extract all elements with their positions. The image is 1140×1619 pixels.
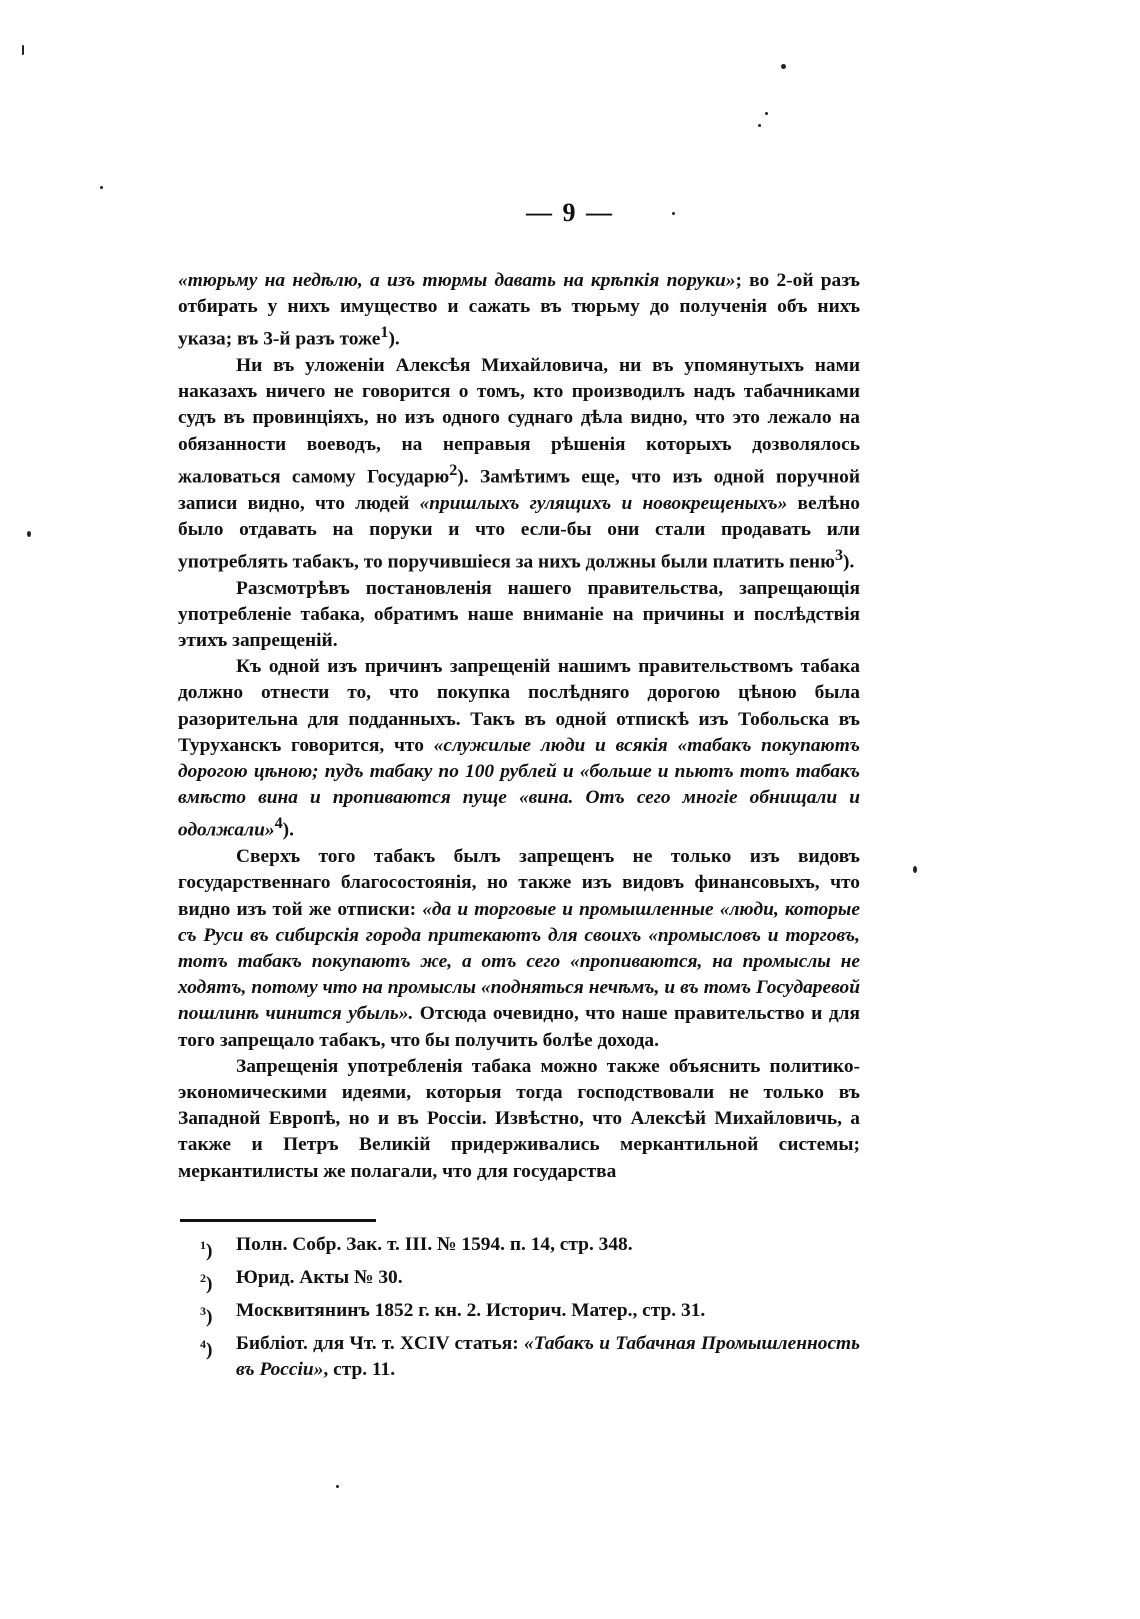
text-span: ). — [282, 819, 294, 841]
footnote-ref: 1 — [380, 324, 389, 342]
text-span: Сверхъ того табакъ былъ запрещенъ не только изъ видовъ государственнаго благосостоянія, но также изъ видовъ финансовыхъ, что видно изъ той же отписки: — [178, 846, 860, 920]
footnote-text — [236, 1265, 860, 1298]
footnote-marker: $^3$) — [200, 1303, 213, 1328]
footnote-marker: $^2$) — [200, 1270, 213, 1295]
quote-text: «пришлыхъ гулящихъ и новокрещеныхъ» — [419, 492, 788, 514]
footnote-text — [236, 1232, 860, 1265]
footnote-marker: $^4$) — [200, 1336, 213, 1361]
scan-speck — [27, 531, 31, 537]
quote-text: «да и торговые и промышленные «люди, которые съ Руси въ сибирскія города притекаютъ для своихъ «промысловъ и торговъ, тотъ табакъ покупаютъ же, а отъ сего «пропиваются, на промыслы не ходятъ, потому что на промыслы «подняться нечѣмъ, и въ томъ Государевой пошлинѣ чинится убыль». — [178, 898, 860, 1025]
scan-speck — [22, 45, 24, 55]
footnote-number: 4 — [200, 1336, 206, 1351]
footnote — [200, 1331, 860, 1384]
scan-speck — [336, 1485, 339, 1488]
text-span: Юрид. Акты № 30. — [236, 1266, 403, 1288]
footnote-text — [236, 1298, 860, 1331]
text-span: ). — [388, 328, 400, 350]
footnote-ref: 3 — [834, 546, 844, 564]
footnote-ref: 4 — [274, 815, 283, 833]
footnote — [200, 1265, 860, 1298]
text-span: ). — [843, 551, 855, 573]
scan-speck — [672, 212, 675, 215]
paragraph — [178, 353, 860, 576]
text-span: Къ одной изъ причинъ запрещеній нашимъ правительствомъ табака должно отнести то, что покупка послѣдняго дорогою цѣною была разорительна для подданныхъ. Такъ въ одной отпискѣ изъ Тобольска въ Туруханскъ говорится, что — [178, 656, 860, 756]
main-text — [178, 268, 860, 1185]
footnote — [200, 1232, 860, 1265]
text-span: Полн. Собр. Зак. т. III. № 1594. п. 14, стр. 348. — [236, 1234, 633, 1255]
quote-text: «Табакъ и Табачная Промышленность въ Россіи» — [236, 1332, 860, 1381]
scan-speck — [765, 112, 768, 115]
footnote-number: 1 — [200, 1238, 206, 1252]
footnote-marker: $^1$) — [200, 1238, 213, 1262]
text-span: Отсюда очевидно, что наше правительство и для того запрещало табакъ, что бы получить болѣе дохода. — [178, 1003, 860, 1051]
text-span: Ни въ уложеніи Алексѣя Михайловича, ни въ упомянутыхъ нами наказахъ ничего не говорится о томъ, кто производилъ надъ табачниками судъ въ провинціяхъ, но изъ одного суднаго дѣла видно, что это лежало на обязанности воеводъ, на неправыя рѣшенія которыхъ дозволялось жаловаться самому Государю — [178, 355, 860, 488]
footnotes — [200, 1232, 860, 1383]
paragraph — [178, 844, 860, 1054]
text-span: ). Замѣтимъ еще, что изъ одной поручной записи видно, что людей — [178, 466, 860, 514]
paragraph — [178, 654, 860, 844]
paragraph: Разсмотрѣвъ постановленія нашего правительства, запрещающія употребленіе табака, обратимъ наше вниманіе на причины и послѣдствія этихъ запрещеній. — [178, 577, 860, 652]
quote-text: «служилые люди и всякія «табакъ покупаютъ дорогою цѣною; пудъ табаку по 100 рублей и «больше и пьютъ тотъ табакъ вмѣсто вина и пропиваются пуще «вина. Отъ сего многіе обнищали и одолжали» — [178, 734, 861, 841]
scan-speck — [758, 124, 761, 127]
footnote-number: 3 — [200, 1303, 206, 1318]
paragraph: Запрещенія употребленія табака можно также объяснить политико-экономическими идеями, которыя тогда господствовали не только въ Западной Европѣ, но и въ Россіи. Извѣстно, что Алексѣй Михайловичь, а также и Петръ Великій придерживались меркантильной системы; меркантилисты же полагали, что для государства — [178, 1055, 860, 1182]
paragraph — [178, 268, 860, 353]
footnote-ref: 2 — [449, 461, 458, 479]
footnote-text — [236, 1331, 860, 1384]
text-span: велѣно было отдавать на поруки и что если-бы они стали продавать или употреблять табакъ, то поручившіеся за нихъ должны были платить пеню — [178, 492, 860, 573]
text-span: ; во 2-ой разъ отбирать у нихъ имущество и сажать въ тюрьму до полученія объ нихъ указа; въ 3-й разъ тоже — [178, 270, 860, 350]
text-span: Москвитянинъ 1852 г. кн. 2. Историч. Матер., стр. 31. — [236, 1299, 706, 1321]
text-span: , стр. 11. — [323, 1359, 396, 1381]
footnote — [200, 1298, 860, 1331]
page-number: — 9 — — [526, 198, 614, 227]
text-span: Библіот. для Чт. т. XCIV статья: — [236, 1332, 524, 1354]
scan-speck — [781, 64, 786, 69]
footnote-number: 2 — [200, 1270, 206, 1285]
footnote-rule — [180, 1219, 376, 1222]
scan-speck — [913, 866, 917, 873]
quote-text: «тюрьму на недѣлю, а изъ тюрмы давать на крѣпкія поруки» — [178, 270, 736, 291]
scan-speck — [100, 186, 103, 189]
